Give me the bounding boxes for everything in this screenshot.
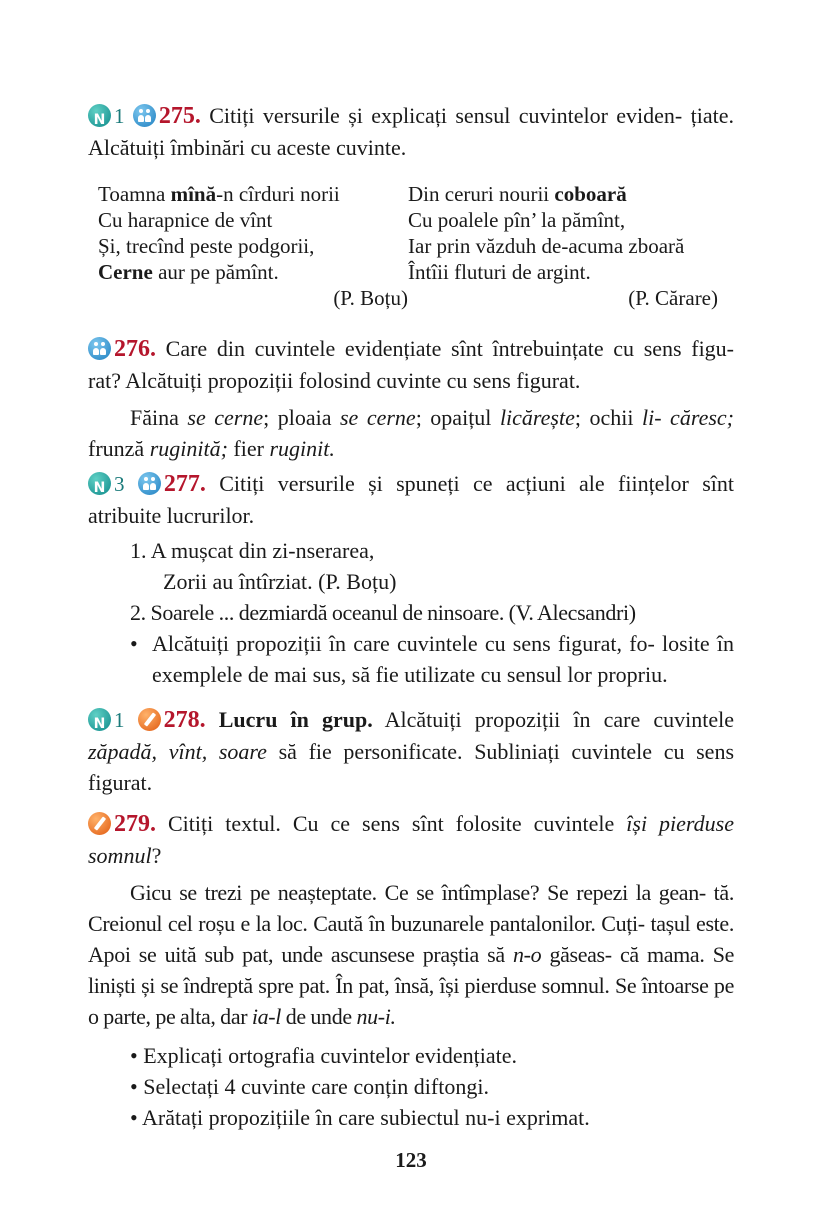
exercise-275 (88, 100, 734, 163)
exercise-text: Citiți versurile și explicați sensul cuvintelor eviden- țiate. Alcătuiți îmbinări cu aceste cuvinte. (88, 103, 734, 160)
exercise-text: să fie personificate. Subliniați cuvintele cu sens figurat. (88, 739, 735, 795)
highlighted-words: zăpadă, vînt, soare (88, 739, 267, 764)
exercise-278 (88, 704, 734, 798)
level-number: 3 (114, 472, 125, 496)
exercise-number: 276. (114, 336, 156, 362)
verse-text: Din ceruri nourii (408, 182, 555, 206)
verse-text: -n cîrduri norii (216, 182, 340, 206)
verse-line: Cu poalele pîn’ la pămînt, (408, 208, 626, 232)
verse-line: Iar prin văzduh de-acuma zboară (408, 234, 685, 258)
task-item: • Arătați propozițiile în care subiectul nu-i exprimat. (130, 1105, 590, 1130)
highlighted-word: mînă (170, 182, 217, 206)
exercise-text: ? (151, 843, 162, 868)
level-n-icon (88, 472, 111, 495)
level-number: 1 (114, 104, 125, 128)
exercise-text: Care din cuvintele evidențiate sînt întrebuințate cu sens figu- rat? Alcătuiți propoziții folosind cuvinte cu sens figurat. (88, 336, 735, 393)
exercise-number: 275. (158, 103, 201, 129)
list-item: 2. Soarele ... dezmiardă oceanul de ninsoare. (V. Alecsandri) (130, 600, 636, 625)
poem-verses (98, 181, 734, 311)
pair-work-icon (138, 472, 161, 495)
pair-work-icon (88, 337, 111, 360)
list-item: 1. A mușcat din zi-nserarea, (130, 538, 375, 563)
task-text: Alcătuiți propoziții în care cuvintele cu sens figurat, fo- losite în exemplele de mai sus, să fie utilizate cu sensul lor propriu. (152, 631, 734, 687)
verse-list (130, 535, 734, 690)
poem-source: (P. Boțu) (333, 286, 408, 310)
exercise-number: 277. (163, 471, 206, 497)
exercise-text: Citiți textul. Cu ce sens sînt folosite cuvintele (168, 811, 627, 836)
task-list (130, 1040, 734, 1133)
level-n-icon (88, 708, 111, 731)
exercise-number: 279. (114, 811, 156, 837)
exercise-279 (88, 808, 734, 1133)
bullet-mark: • (130, 631, 138, 656)
exercise-number: 278. (163, 707, 206, 733)
pair-work-icon (133, 104, 156, 127)
verse-line: Și, trecînd peste podgorii, (98, 234, 315, 258)
left-stanza (98, 181, 408, 311)
highlighted-word: coboară (554, 182, 627, 206)
right-stanza (408, 181, 718, 311)
level-number: 1 (114, 708, 125, 732)
exercise-276 (88, 333, 734, 464)
level-n-icon (88, 104, 111, 127)
example-words: Făina se cerne; ploaia se cerne; opaițul licărește; ochii li- căresc; frunză ruginită; fier ruginit. (88, 405, 734, 461)
exercise-277 (88, 468, 734, 690)
verse-text: Toamna (98, 182, 171, 206)
task-item: • Selectați 4 cuvinte care conțin diftongi. (130, 1074, 489, 1099)
page-number: 123 (395, 1148, 427, 1172)
task-item: • Explicați ortografia cuvintelor evidențiate. (130, 1043, 518, 1068)
exercise-text: Citiți versurile și spuneți ce acțiuni ale ființelor sînt atribuite lucrurilor. (88, 471, 735, 528)
list-item: Zorii au întîrziat. (P. Boțu) (163, 569, 397, 594)
pencil-icon (88, 812, 111, 835)
task-bullet (130, 628, 734, 690)
story-paragraph: Gicu se trezi pe neașteptate. Ce se întîmplase? Se repezi la gean- tă. Creionul cel roșu e la loc. Caută în buzunarele pantalonilor. Cuți- tașul este. Apoi se uită sub pat, unde ascunsese praștia să n-o găseas- că mama. Se liniști și se îndreptă spre pat. În pat, însă, își pierduse somnul. Se întoarse pe o parte, pe alta, dar ia-l de unde nu-i. (88, 880, 734, 1029)
pencil-icon (138, 708, 161, 731)
verse-line: Cu harapnice de vînt (98, 208, 273, 232)
exercise-text: Alcătuiți propoziții în care cuvintele (372, 707, 735, 732)
verse-line: Întîii fluturi de argint. (408, 260, 591, 284)
verse-text: aur pe pămînt. (152, 260, 279, 284)
textbook-page (88, 100, 734, 1133)
highlighted-words: își pierduse somnul (88, 811, 735, 868)
highlighted-word: Cerne (98, 260, 153, 284)
poem-source: (P. Cărare) (628, 286, 718, 310)
group-work-label: Lucru în grup. (218, 707, 373, 732)
